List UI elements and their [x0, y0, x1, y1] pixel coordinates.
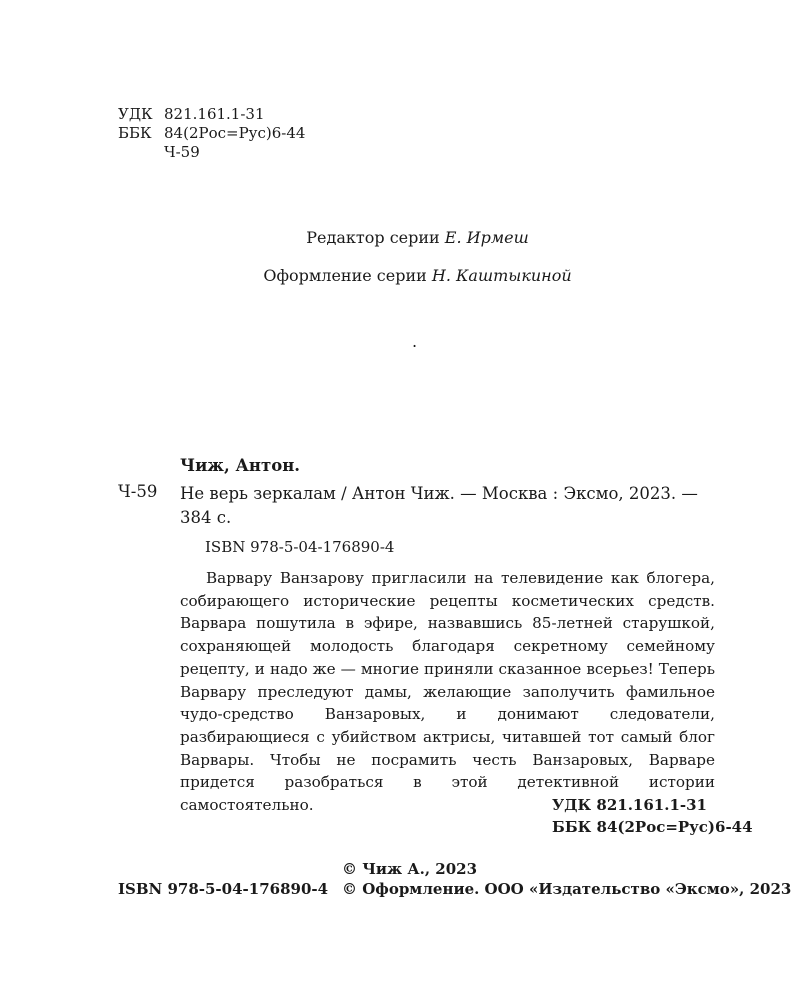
udk-label: УДК — [118, 105, 153, 123]
bbk-value: 84(2Рос=Рус)6-44 — [164, 124, 306, 142]
udk-row — [118, 105, 265, 123]
catalog-isbn: ISBN 978-5-04-176890-4 — [205, 538, 395, 556]
separator-dot: . — [412, 332, 418, 351]
footer-isbn: ISBN 978-5-04-176890-4 — [118, 880, 329, 898]
author-sign-top: Ч-59 — [164, 143, 200, 161]
catalog-title-line: Не верь зеркалам / Антон Чиж. — Москва : Эксмо, 2023. — 384 с. — [180, 484, 698, 527]
author-sign-row — [118, 143, 200, 161]
copyright-author: © Чиж А., 2023 — [342, 860, 478, 878]
index-bbk: ББК 84(2Рос=Рус)6-44 — [552, 818, 753, 836]
series-editor-label: Редактор серии — [306, 228, 440, 247]
copyright-design: © Оформление. ООО «Издательство «Эксмо», 2023 — [342, 880, 792, 898]
author-heading: Чиж, Антон. — [180, 456, 301, 475]
series-design-name: Н. Каштыкиной — [431, 266, 572, 285]
index-udk: УДК 821.161.1-31 — [552, 796, 707, 814]
series-editor-line — [0, 228, 800, 247]
series-design-label: Оформление серии — [263, 266, 427, 285]
annotation-paragraph: Варвару Ванзарову пригласили на телевидение как блогера, собирающего исторические рецепты косметических средств. Варвара пошутила в эфире, назвавшись 85-летней старушкой, сохраняющей молодость благодаря секретному семейному рецепту, и надо же — многие приняли сказанное всерьез! Теперь Варвару преследуют дамы, желающие заполучить фамильное чудо-средство Ванзаровых, и донимают следователи, разбирающиеся с убийством актрисы, читавшей тот самый блог Варвары. Чтобы не посрамить честь Ванзаровых, Варваре придется разобраться в этой детективной истории самостоятельно. — [180, 569, 715, 815]
bbk-label: ББК — [118, 124, 152, 142]
bbk-row — [118, 124, 305, 142]
series-editor-name: Е. Ирмеш — [444, 228, 529, 247]
series-design-line — [0, 266, 800, 285]
author-sign-catalog: Ч-59 — [118, 482, 158, 501]
udk-value: 821.161.1-31 — [164, 105, 265, 123]
